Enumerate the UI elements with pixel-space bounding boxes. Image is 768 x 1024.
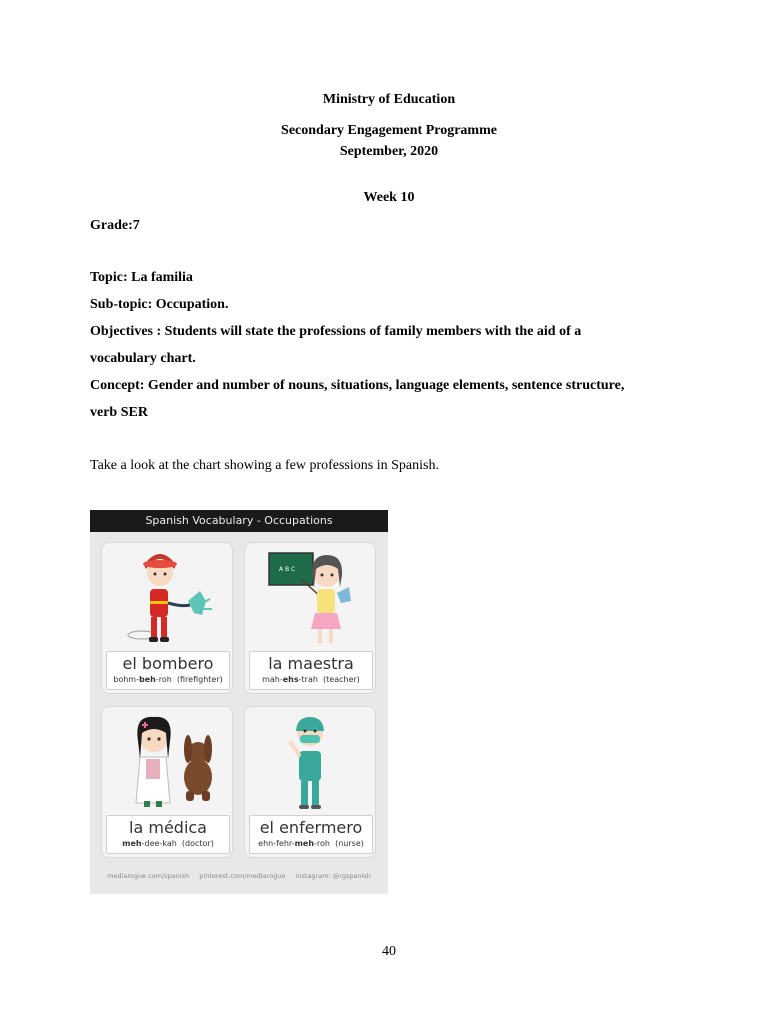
card-pronunciation: mah-ehs-trah (teacher) <box>262 675 360 684</box>
vocab-card-nurse <box>245 707 375 857</box>
programme-heading: Secondary Engagement Programme <box>281 123 497 138</box>
card-label-box <box>106 651 230 690</box>
doctor-icon <box>102 707 232 815</box>
footer-credit: instagram: @rgspanish <box>295 872 371 880</box>
card-label-box <box>106 815 230 854</box>
subtopic-line: Sub-topic: Occupation. <box>90 297 229 312</box>
card-pronunciation: meh-dee-kah (doctor) <box>122 839 214 848</box>
vocab-card-doctor <box>102 707 232 857</box>
date-heading: September, 2020 <box>339 144 439 159</box>
vocabulary-chart <box>90 510 388 894</box>
topic-line: Topic: La familia <box>90 270 193 285</box>
card-label-box <box>249 651 373 690</box>
chart-title: Spanish Vocabulary - Occupations <box>90 510 388 532</box>
card-pronunciation: ehn-fehr-meh-roh (nurse) <box>258 839 364 848</box>
footer-credit: pinterest.com/mediarogue <box>199 872 286 880</box>
vocab-card-teacher <box>245 543 375 693</box>
nurse-icon <box>245 707 375 815</box>
card-label-box <box>249 815 373 854</box>
ministry-heading: Ministry of Education <box>322 92 456 107</box>
firefighter-icon <box>102 543 232 651</box>
card-word: el bombero <box>122 654 214 673</box>
vocab-card-firefighter <box>102 543 232 693</box>
objectives-line-1: Objectives : Students will state the professions of family members with the aid of a <box>90 324 582 339</box>
card-word: el enfermero <box>259 818 363 837</box>
teacher-icon <box>245 543 375 651</box>
objectives-line-2: vocabulary chart. <box>90 351 196 366</box>
card-pronunciation: bohm-beh-roh (firefighter) <box>113 675 223 684</box>
concept-line-1: Concept: Gender and number of nouns, situations, language elements, sentence structure, <box>90 378 625 393</box>
page-number: 40 <box>382 944 396 959</box>
concept-line-2: verb SER <box>90 405 148 420</box>
chart-footer <box>90 872 388 880</box>
week-heading: Week 10 <box>363 190 415 205</box>
intro-text: Take a look at the chart showing a few professions in Spanish. <box>90 458 439 473</box>
card-word: la maestra <box>268 654 354 673</box>
chalkboard-text: A B C <box>279 566 296 573</box>
footer-credit: mediarogue.com/spanish <box>107 872 190 880</box>
card-word: la médica <box>129 818 207 837</box>
grade-line: Grade:7 <box>90 218 140 233</box>
